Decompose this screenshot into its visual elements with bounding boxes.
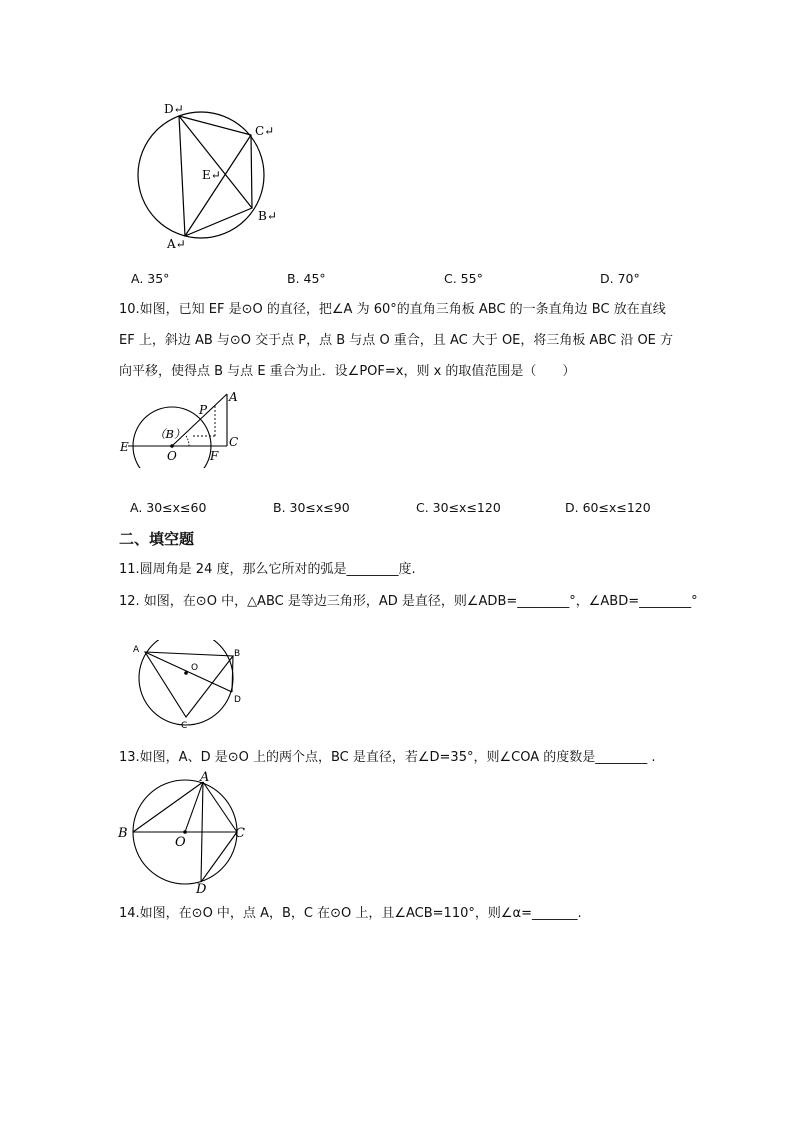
q9-option-c: C. 55° <box>444 271 483 286</box>
q12-figure <box>130 640 245 730</box>
q14-text: 14.如图，在⊙O 中，点 A，B，C 在⊙O 上，且∠ACB=110°，则∠α=_______. <box>119 906 582 921</box>
q10-label-p: P <box>199 403 208 417</box>
q9-option-d: D. 70° <box>600 271 640 286</box>
q12-label-d: D <box>234 695 241 705</box>
q13-center-point <box>183 830 187 834</box>
q13-label-o: O <box>175 835 186 850</box>
q10-figure <box>115 388 250 468</box>
q9-label-a: A↵ <box>167 237 186 251</box>
q9-circle <box>138 112 264 238</box>
q11-text: 11.圆周角是 24 度，那么它所对的弧是________度. <box>119 562 416 577</box>
q9-diagonal-db <box>179 116 252 208</box>
q13-segment-ao <box>185 782 203 832</box>
q10-label-f: F <box>210 449 219 463</box>
q10-label-c: C <box>229 435 239 449</box>
q13-label-b: B <box>118 826 128 841</box>
q10-center-point <box>170 444 174 448</box>
q13-segment-ba <box>133 782 203 832</box>
q9-label-c: C↵ <box>255 124 275 138</box>
q10-angle-arc <box>186 436 189 446</box>
q13-figure <box>115 770 255 895</box>
q13-label-c: C <box>235 826 245 841</box>
q12-label-a: A <box>133 645 140 655</box>
q9-option-b: B. 45° <box>287 271 326 286</box>
q9-label-d: D↵ <box>164 102 184 116</box>
q10-option-c: C. 30≤x≤120 <box>416 500 501 515</box>
q9-figure <box>120 95 290 255</box>
q10-option-a: A. 30≤x≤60 <box>130 500 207 515</box>
q10-label-b: （B） <box>154 427 186 441</box>
q13-segment-ac <box>203 782 237 832</box>
q13-segment-cd <box>201 832 237 882</box>
q12-label-c: C <box>181 721 188 730</box>
q10-line-2: EF 上，斜边 AB 与⊙O 交于点 P，点 B 与点 O 重合，且 AC 大于 OE，将三角板 ABC 沿 OE 方 <box>119 333 674 348</box>
q12-triangle-abc <box>145 652 233 717</box>
q10-option-d: D. 60≤x≤120 <box>565 500 651 515</box>
q10-label-o: O <box>167 449 177 463</box>
q9-option-a: A. 35° <box>131 271 170 286</box>
q12-label-b: B <box>234 649 241 659</box>
section-title-fill-in: 二、填空题 <box>119 530 195 548</box>
q13-label-d: D <box>196 882 207 895</box>
q13-text: 13.如图，A、D 是⊙O 上的两个点，BC 是直径，若∠D=35°，则∠COA 的度数是________ . <box>119 750 656 765</box>
q10-label-a: A <box>229 390 238 404</box>
q10-line-1: 10.如图，已知 EF 是⊙O 的直径，把∠A 为 60°的直角三角板 ABC 的一条直角边 BC 放在直线 <box>119 302 666 317</box>
q12-center-point <box>184 671 188 675</box>
q10-line-3: 向平移，使得点 B 与点 E 重合为止．设∠POF=x，则 x 的取值范围是（ ） <box>119 364 576 379</box>
q12-text: 12. 如图，在⊙O 中，△ABC 是等边三角形，AD 是直径，则∠ADB=________°，∠ABD=________° <box>119 594 698 609</box>
q10-option-b: B. 30≤x≤90 <box>273 500 350 515</box>
q10-label-e: E <box>120 440 129 454</box>
q12-label-o: O <box>191 663 199 673</box>
q9-diagonal-ca <box>185 135 251 236</box>
q13-label-a: A <box>200 770 210 785</box>
q9-label-e: E↵ <box>202 168 221 182</box>
q12-segment-bd <box>232 656 233 692</box>
q9-label-b: B↵ <box>258 209 277 223</box>
